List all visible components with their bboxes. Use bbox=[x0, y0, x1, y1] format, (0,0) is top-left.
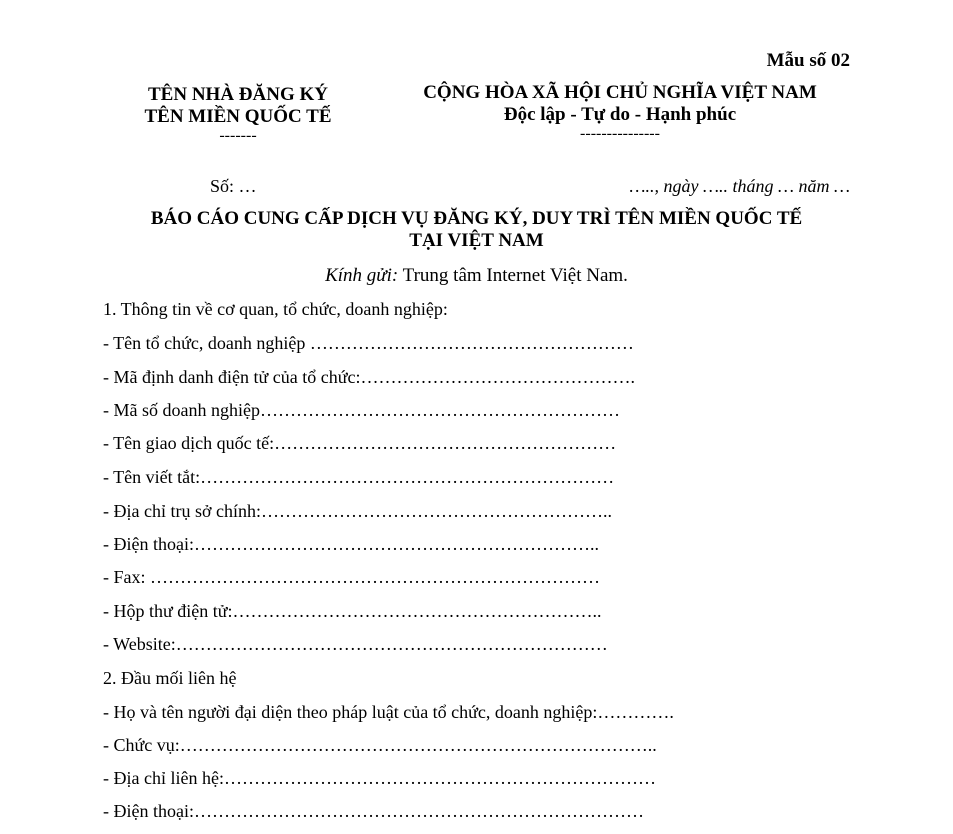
field-fax: - Fax: ………………………………………………………………… bbox=[103, 567, 600, 587]
addressee: Trung tâm Internet Việt Nam. bbox=[398, 265, 628, 286]
registrar-name-header bbox=[118, 84, 358, 144]
addressee-line bbox=[0, 265, 953, 287]
field-position: - Chức vụ:…………………………………………………………………….. bbox=[103, 735, 657, 755]
section-1-heading: 1. Thông tin về cơ quan, tổ chức, doanh nghiệp: bbox=[103, 299, 448, 319]
section-2-heading: 2. Đầu mối liên hệ bbox=[103, 668, 237, 688]
left-header-rule: ------- bbox=[219, 127, 257, 144]
motto: Độc lập - Tự do - Hạnh phúc bbox=[503, 104, 737, 125]
field-legal-representative: - Họ và tên người đại diện theo pháp luật của tổ chức, doanh nghiệp:…………. bbox=[103, 702, 674, 722]
field-email: - Hộp thư điện tử:…………………………………………………….. bbox=[103, 601, 602, 621]
field-international-name: - Tên giao dịch quốc tế:………………………………………………… bbox=[103, 433, 617, 453]
field-phone: - Điện thoại:………………………………………………………….. bbox=[103, 534, 599, 554]
field-business-code: - Mã số doanh nghiệp…………………………………………………… bbox=[103, 400, 620, 420]
form-number: Mẫu số 02 bbox=[766, 50, 850, 71]
field-org-name: - Tên tổ chức, doanh nghiệp ……………………………………………… bbox=[103, 333, 634, 353]
right-header-rule: --------------- bbox=[580, 125, 660, 142]
field-contact-address: - Địa chỉ liên hệ:……………………………………………………………… bbox=[103, 768, 656, 788]
document-date: ….., ngày ….. tháng … năm … bbox=[629, 176, 850, 196]
report-title-line2: TẠI VIỆT NAM bbox=[409, 230, 544, 251]
registrar-name-line1: TÊN NHÀ ĐĂNG KÝ bbox=[148, 84, 328, 105]
field-head-office: - Địa chỉ trụ sở chính:………………………………………………….. bbox=[103, 501, 612, 521]
report-title-line1: BÁO CÁO CUNG CẤP DỊCH VỤ ĐĂNG KÝ, DUY TRÌ TÊN MIỀN QUỐC TẾ bbox=[150, 208, 803, 229]
report-title bbox=[0, 208, 953, 252]
field-contact-phone: - Điện thoại:………………………………………………………………… bbox=[103, 801, 644, 821]
country-name: CỘNG HÒA XÃ HỘI CHỦ NGHĨA VIỆT NAM bbox=[423, 82, 817, 103]
national-motto-header bbox=[390, 82, 850, 142]
field-electronic-id: - Mã định danh điện tử của tổ chức:………………………………………. bbox=[103, 367, 635, 387]
field-abbreviation: - Tên viết tắt:…………………………………………………………… bbox=[103, 467, 615, 487]
field-website: - Website:……………………………………………………………… bbox=[103, 634, 608, 654]
addressee-prefix: Kính gửi: bbox=[325, 265, 399, 286]
document-number: Số: … bbox=[210, 176, 257, 196]
registrar-name-line2: TÊN MIỀN QUỐC TẾ bbox=[144, 106, 332, 127]
